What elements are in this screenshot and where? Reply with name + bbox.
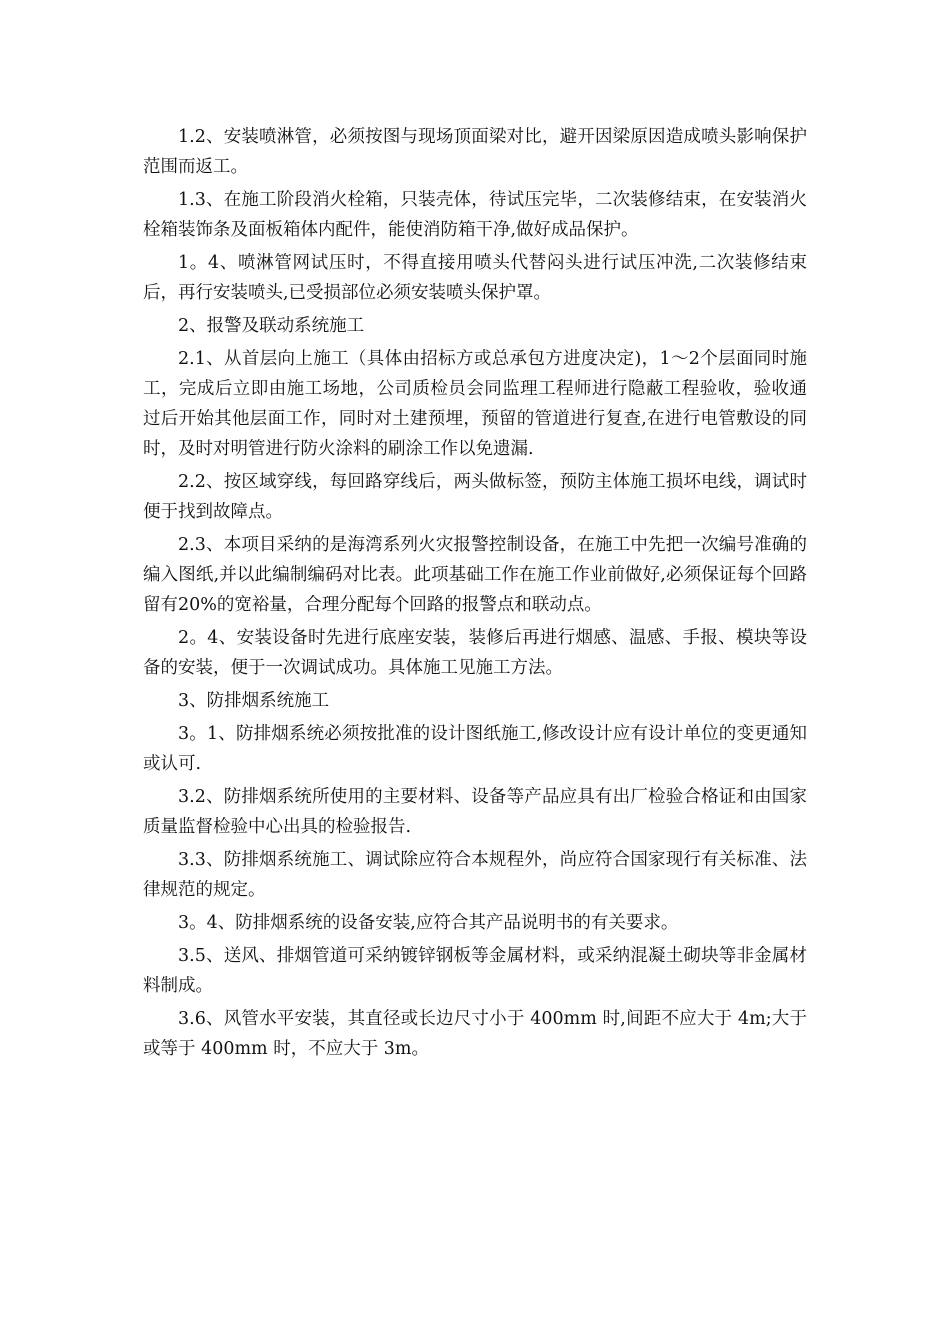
paragraph-1-2: 1.2、安装喷淋管，必须按图与现场顶面梁对比，避开因梁原因造成喷头影响保护范围而返工。 <box>143 127 807 177</box>
paragraph-3-5: 3.5、送风、排烟管道可采纳镀锌钢板等金属材料，或采纳混凝土砌块等非金属材料制成。 <box>143 946 807 996</box>
paragraph-3-3: 3.3、防排烟系统施工、调试除应符合本规程外，尚应符合国家现行有关标准、法律规范的规定。 <box>143 850 807 900</box>
paragraph-3-1: 3。1、防排烟系统必须按批准的设计图纸施工,修改设计应有设计单位的变更通知或认可. <box>143 724 807 774</box>
paragraph-1-3: 1.3、在施工阶段消火栓箱，只装壳体，待试压完毕，二次装修结束，在安装消火栓箱装饰条及面板箱体内配件，能使消防箱干净,做好成品保护。 <box>143 190 807 240</box>
paragraph-1-4: 1。4、喷淋管网试压时，不得直接用喷头代替闷头进行试压冲洗,二次装修结束后，再行安装喷头,已受损部位必须安装喷头保护罩。 <box>143 253 807 303</box>
paragraph-3-6: 3.6、风管水平安装，其直径或长边尺寸小于 400mm 时,间距不应大于 4m;大于或等于 400mm 时，不应大于 3m。 <box>143 1009 807 1059</box>
paragraph-2-3: 2.3、本项目采纳的是海湾系列火灾报警控制设备，在施工中先把一次编号准确的编入图纸,并以此编制编码对比表。此项基础工作在施工作业前做好,必须保证每个回路留有20%的宽裕量，合理分配每个回路的报警点和联动点。 <box>143 535 807 615</box>
paragraph-2-2: 2.2、按区域穿线，每回路穿线后，两头做标签，预防主体施工损坏电线，调试时便于找到故障点。 <box>143 472 807 522</box>
paragraph-3-2: 3.2、防排烟系统所使用的主要材料、设备等产品应具有出厂检验合格证和由国家质量监督检验中心出具的检验报告. <box>143 787 807 837</box>
paragraph-2-4: 2。4、安装设备时先进行底座安装，装修后再进行烟感、温感、手报、模块等设备的安装，便于一次调试成功。具体施工见施工方法。 <box>143 628 807 678</box>
paragraph-3-4: 3。4、防排烟系统的设备安装,应符合其产品说明书的有关要求。 <box>178 913 679 933</box>
section-heading-3: 3、防排烟系统施工 <box>178 691 330 711</box>
section-heading-2: 2、报警及联动系统施工 <box>178 316 365 336</box>
document-body <box>143 122 807 1067</box>
paragraph-2-1: 2.1、从首层向上施工（具体由招标方或总承包方进度决定)，1～2个层面同时施工，完成后立即由施工场地，公司质检员会同监理工程师进行隐蔽工程验收，验收通过后开始其他层面工作，同时对土建预埋，预留的管道进行复查,在进行电管敷设的同时，及时对明管进行防火涂料的刷涂工作以免遗漏. <box>143 349 807 459</box>
